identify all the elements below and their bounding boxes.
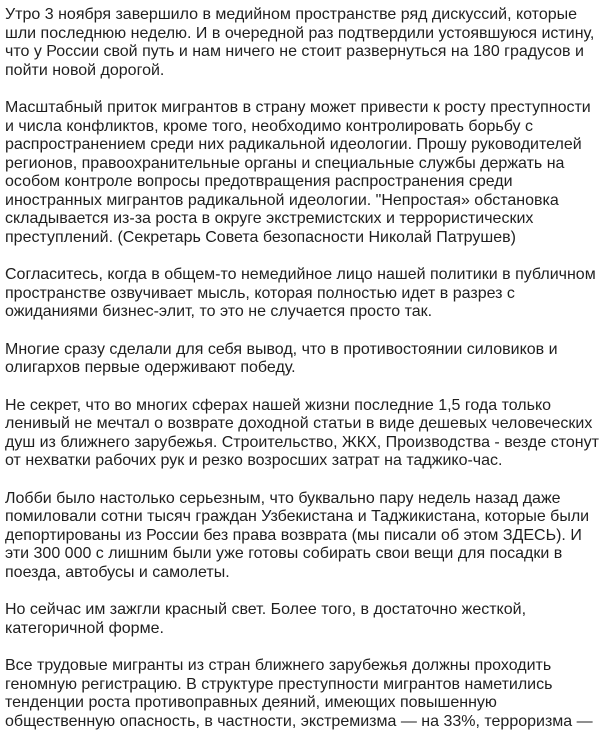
paragraph-2-quote: Масштабный приток мигрантов в страну может привести к росту преступности и числа конфликтов, кроме того, необходимо контролировать борьбу с распространением среди них радикальной идеологии. Прошу руководителей регионов, правоохранительные органы и специальные службы держать на особом контроле вопросы предотвращения распространения среди иностранных мигрантов радикальной идеологии. "Непростая» обстановка складывается из-за роста в округе экстремистских и террористических преступлений. (Секретарь Совета безопасности Николай Патрушев) [5, 99, 591, 246]
paragraph-8: Все трудовые мигранты из стран ближнего зарубежья должны проходить геномную регистрацию. В структуре преступности мигрантов наметились тенденции роста противоправных деяний, имеющих повышенную общественную опасность, в частности, экстремизма — на 33%, терроризма — [5, 657, 593, 730]
paragraph-3: Согласитесь, когда в общем-то немедийное лицо нашей политики в публичном пространстве озвучивает мысль, которая полностью идет в разрез с ожиданиями бизнес-элит, то это не случается просто так. [5, 266, 596, 320]
paragraph-4: Многие сразу сделали для себя вывод, что в противостоянии силовиков и олигархов первые одерживают победу. [5, 340, 558, 376]
paragraph-6: Лобби было настолько серьезным, что буквально пару недель назад даже помиловали сотни тысяч граждан Узбекистана и Таджикистана, которые были депортированы из России без права возврата (мы писали об этом ЗДЕСЬ). И эти 300 000 с лишним были уже готовы собирать свои вещи для посадки в поезда, автобусы и самолеты. [5, 489, 590, 581]
paragraph-5: Не секрет, что во многих сферах нашей жизни последние 1,5 года только ленивый не мечтал о возврате доходной статьи в виде дешевых человеческих душ из ближнего зарубежья. Строительство, ЖКХ, Производства - везде стонут от нехватки рабочих рук и резко возросших затрат на таджико-час. [5, 396, 599, 469]
paragraph-7: Но сейчас им зажгли красный свет. Более того, в достаточно жесткой, категоричной форме. [5, 601, 527, 637]
article-body [5, 6, 600, 750]
paragraph-1: Утро 3 ноября завершило в медийном пространстве ряд дискуссий, которые шли последнюю неделю. И в очередной раз подтвердили устоявшуюся истину, что у России свой путь и нам ничего не стоит развернуться на 180 градусов и пойти новой дорогой. [5, 6, 595, 79]
